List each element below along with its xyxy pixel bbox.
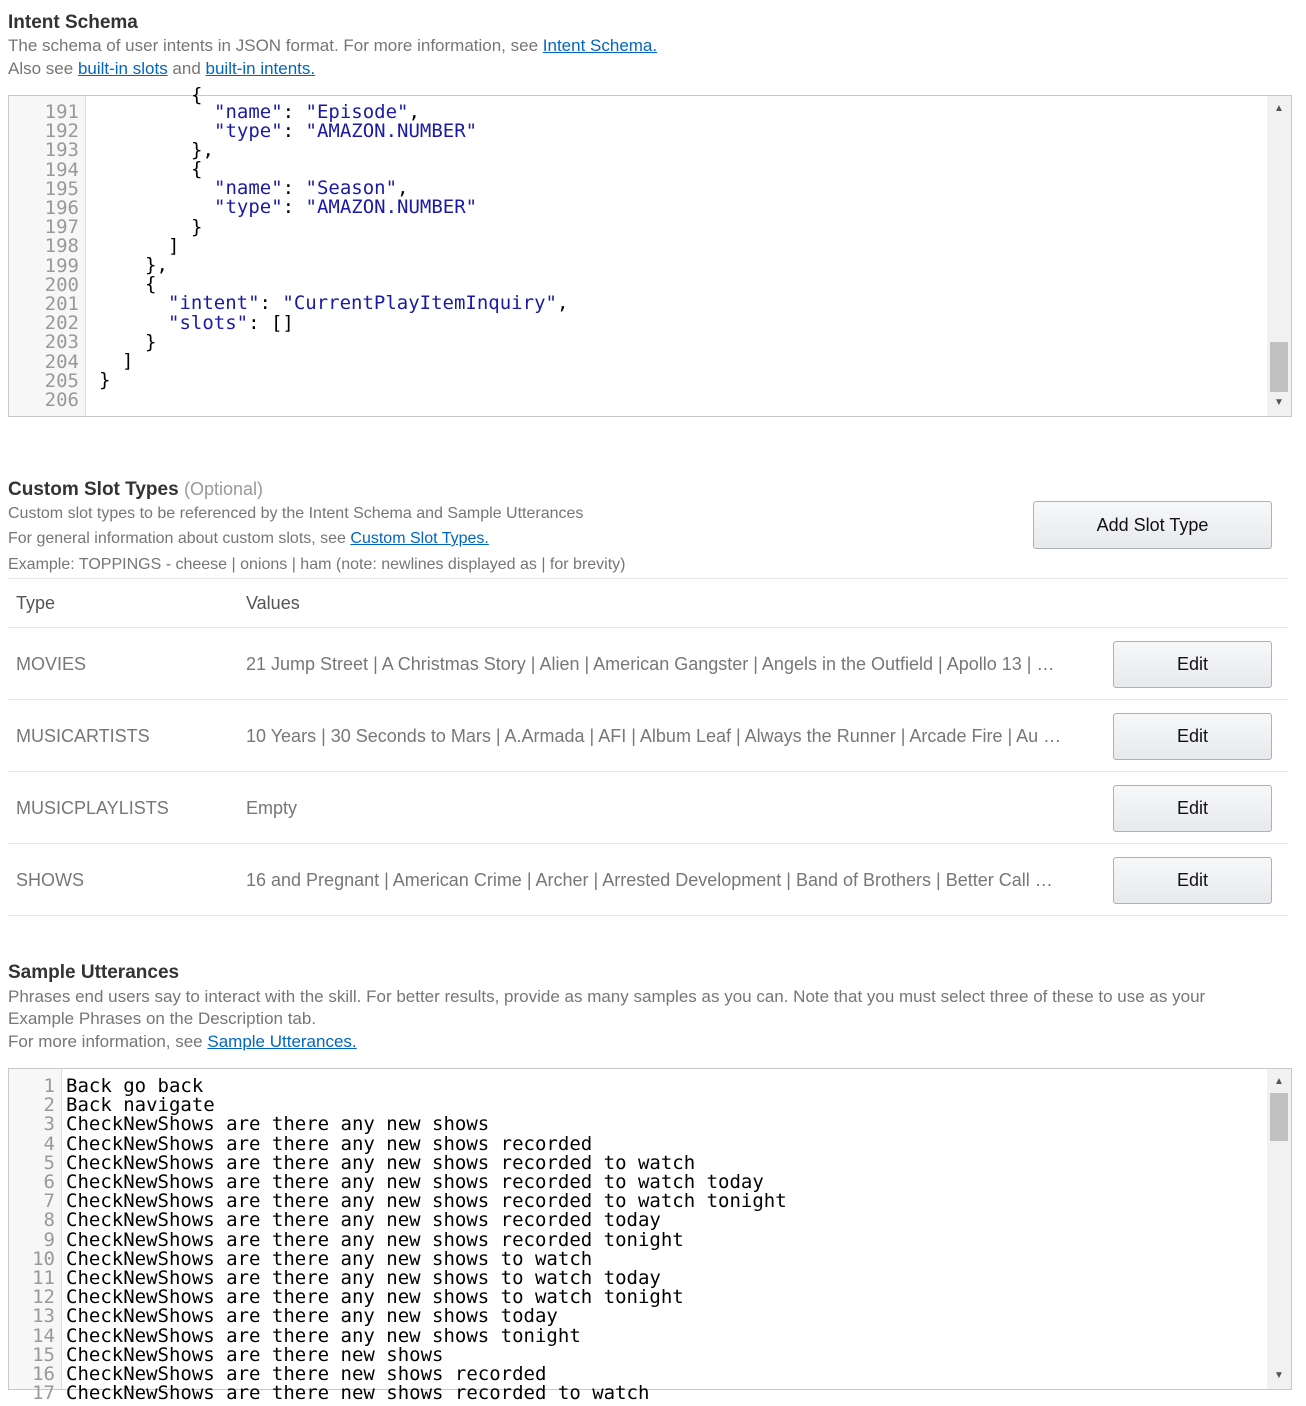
line-number: 205 [44,369,79,392]
built-in-intents-link[interactable]: built-in intents. [205,59,316,78]
edit-button[interactable]: Edit [1113,713,1272,760]
line-number: 13 [32,1305,55,1328]
table-row [8,844,1288,916]
utterance-line: CheckNewShows are there any new shows tonight [66,1324,581,1347]
sample-utterances-editor[interactable] [8,1068,1292,1405]
line-number: 201 [44,293,79,315]
line-number: 7 [43,1190,55,1213]
utterance-line: CheckNewShows are there any new shows [66,1113,490,1136]
utterance-line: CheckNewShows are there any new shows recorded to watch tonight [66,1190,787,1213]
line-number: 206 [44,389,79,411]
utterance-line: CheckNewShows are there new shows [66,1343,444,1366]
line-number: 192 [44,120,79,143]
line-number: 8 [43,1209,55,1232]
edit-button[interactable]: Edit [1113,641,1272,688]
utterance-line: CheckNewShows are there any new shows to watch tonight [66,1286,684,1309]
col-values-header: Values [246,593,300,613]
utterance-line: CheckNewShows are there any new shows to watch [66,1247,593,1270]
scroll-up-icon[interactable]: ▲ [1274,103,1284,114]
table-row [8,772,1288,844]
add-slot-type-button[interactable]: Add Slot Type [1033,501,1272,549]
slot-type-values: 10 Years | 30 Seconds to Mars | A.Armada | AFI | Album Leaf | Always the Runner | Arcade Fire | Au … [246,726,1062,746]
custom-slot-desc1: Custom slot types to be referenced by the Intent Schema and Sample Utterances [8,505,584,522]
slot-type-values: 21 Jump Street | A Christmas Story | Alien | American Gangster | Angels in the Outfield | Apollo 13 | … [246,654,1055,674]
line-number: 6 [43,1171,55,1193]
utterance-line: CheckNewShows are there any new shows recorded today [66,1209,661,1232]
line-number: 196 [44,197,79,219]
line-number: 5 [43,1151,55,1174]
intent-schema-also: Also see built-in slots and built-in intents. [8,59,316,78]
utterance-line: Back navigate [66,1094,215,1117]
sample-utterances-desc1: Phrases end users say to interact with the skill. For better results, provide as many samples as you can. Note that you must select three of these to use as your [8,987,1206,1006]
utterance-line: Back go back [66,1075,204,1097]
intent-schema-title: Intent Schema [8,12,138,33]
slot-type-name: MUSICPLAYLISTS [16,798,169,818]
line-number: 11 [32,1267,55,1289]
sample-utterances-title: Sample Utterances [8,962,180,983]
line-number: 12 [32,1286,55,1309]
line-number: 2 [43,1094,55,1117]
sample-utterances-desc3: For more information, see Sample Utterances. [8,1032,357,1051]
intent-schema-link[interactable]: Intent Schema. [542,36,658,55]
slot-type-name: SHOWS [16,870,85,890]
scroll-thumb[interactable] [1270,342,1288,392]
line-number: 16 [32,1363,55,1385]
line-number: 3 [43,1113,55,1136]
utterance-line: CheckNewShows are there any new shows today [66,1305,558,1328]
line-number: 200 [44,273,79,296]
slot-type-values: Empty [246,798,298,818]
intent-schema-desc: The schema of user intents in JSON format. For more information, see Intent Schema. [8,36,658,55]
sample-utterances-desc2: Example Phrases on the Description tab. [8,1009,317,1028]
scroll-down-icon[interactable]: ▼ [1274,1370,1284,1381]
line-number: 10 [32,1247,55,1270]
custom-slot-desc3: Example: TOPPINGS - cheese | onions | ham (note: newlines displayed as | for brevity) [8,556,626,573]
utterances-scrollbar[interactable] [1267,1069,1291,1389]
code-area[interactable]: { "name": "Episode", "type": "AMAZON.NUMBER" }, { "name": "Season", "type": "AMAZON.NUMBER" } ] }, { "intent": "CurrentPlayItemInquiry", "slots": [] } ] } [99,84,569,391]
custom-slot-types-title: Custom Slot Types (Optional) [8,479,263,500]
scroll-up-icon[interactable]: ▲ [1274,1076,1284,1087]
line-number: 198 [44,235,79,258]
utterance-line: CheckNewShows are there any new shows to watch today [66,1267,661,1289]
line-number: 204 [44,350,79,373]
schema-scrollbar[interactable] [1267,96,1291,416]
utterance-line: CheckNewShows are there any new shows recorded to watch [66,1151,696,1174]
line-number: 17 [32,1382,55,1405]
line-number: 203 [44,331,79,354]
custom-slot-types-link[interactable]: Custom Slot Types. [350,530,489,547]
edit-button[interactable]: Edit [1113,785,1272,832]
line-number: 1 [43,1075,55,1097]
utterance-line: CheckNewShows are there any new shows recorded [66,1132,593,1155]
line-number: 4 [43,1132,55,1155]
sample-utterances-link[interactable]: Sample Utterances. [207,1032,357,1051]
utterance-line: CheckNewShows are there any new shows recorded to watch today [66,1171,764,1193]
edit-button[interactable]: Edit [1113,857,1272,904]
scroll-down-icon[interactable]: ▼ [1274,397,1284,408]
slot-type-name: MOVIES [16,654,87,674]
line-number: 14 [32,1324,55,1347]
code-area[interactable] [66,1069,1266,1405]
table-row [8,628,1288,700]
line-number: 9 [43,1228,55,1251]
col-type-header: Type [16,593,56,613]
line-number: 199 [44,254,79,277]
slot-type-values: 16 and Pregnant | American Crime | Archer | Arrested Development | Band of Brothers | Better Call … [246,870,1053,890]
line-number: 191 [44,101,79,123]
table-row [8,700,1288,772]
line-number: 193 [44,139,79,162]
slot-table-header [8,578,1288,628]
scroll-thumb[interactable] [1270,1093,1288,1141]
line-number: 195 [44,177,79,200]
built-in-slots-link[interactable]: built-in slots [77,59,168,78]
line-number: 194 [44,158,79,181]
slot-type-name: MUSICARTISTS [16,726,150,746]
custom-slot-desc2: For general information about custom slots, see Custom Slot Types. [8,530,489,547]
line-number: 197 [44,216,79,239]
utterance-line: CheckNewShows are there new shows recorded [66,1363,547,1385]
line-number: 15 [32,1343,55,1366]
utterance-line: CheckNewShows are there any new shows recorded tonight [66,1228,684,1251]
intent-schema-editor[interactable] [8,84,1292,417]
line-number: 202 [44,312,79,335]
utterance-line: CheckNewShows are there new shows recorded to watch [66,1382,650,1405]
